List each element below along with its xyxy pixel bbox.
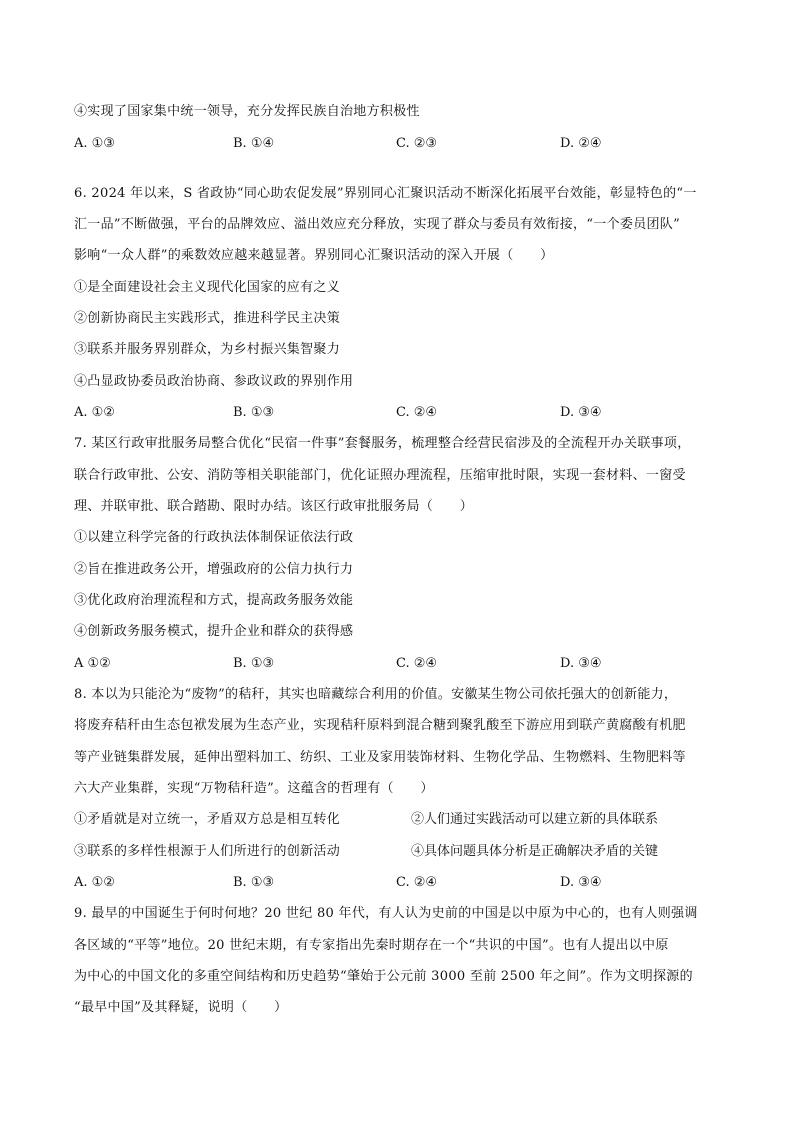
q5-option-a: A. ①③	[74, 136, 115, 151]
q7-item-1: ①以建立科学完备的行政执法体制保证依法行政	[74, 530, 354, 545]
q7-item-2: ②旨在推进政务公开，增强政府的公信力执行力	[74, 562, 354, 577]
q7-stem-line-3: 理、并联审批、联合踏勘、限时办结。该区行政审批服务局（ ）	[74, 499, 474, 514]
q7-option-a: A ①②	[74, 656, 111, 671]
q8-option-c: C. ②④	[396, 875, 438, 890]
q6-option-d: D. ③④	[560, 405, 602, 420]
q8-item-4: ④具体问题具体分析是正确解决矛盾的关键	[411, 844, 659, 859]
q7-item-4: ④创新政务服务模式，提升企业和群众的获得感	[74, 624, 354, 639]
q5-item-4: ④实现了国家集中统一领导，充分发挥民族自治地方积极性	[74, 104, 420, 119]
q8-item-2: ②人们通过实践活动可以建立新的具体联系	[411, 812, 659, 827]
q8-option-b: B. ①③	[233, 875, 275, 890]
q8-stem-line-3: 等产业链集群发展，延伸出塑料加工、纺织、工业及家用装饰材料、生物化学品、生物燃料、生物肥料等	[74, 750, 686, 765]
q7-option-d: D. ③④	[560, 656, 602, 671]
q5-option-b: B. ①④	[233, 136, 275, 151]
q6-option-b: B. ①③	[233, 405, 275, 420]
q8-option-a: A. ①②	[74, 875, 115, 890]
q6-option-a: A. ①②	[74, 405, 115, 420]
q9-stem-line-4: “最早中国”及其释疑，说明（ ）	[74, 1000, 288, 1015]
q6-item-2: ②创新协商民主实践形式，推进科学民主决策	[74, 311, 341, 326]
q5-option-d: D. ②④	[560, 136, 602, 151]
q7-option-c: C. ②④	[396, 656, 438, 671]
q6-item-4: ④凸显政协委员政治协商、参政议政的界别作用	[74, 374, 354, 389]
q8-item-1: ①矛盾就是对立统一，矛盾双方总是相互转化	[74, 812, 341, 827]
q8-stem-line-4: 六大产业集群，实现“万物秸秆造”。这蕴含的哲理有（ ）	[74, 781, 434, 796]
q6-option-c: C. ②④	[396, 405, 438, 420]
q6-stem-line-1: 6. 2024 年以来，S 省政协“同心助农促发展”界别同心汇聚识活动不断深化拓展平台效能，彰显特色的“一	[74, 186, 697, 201]
q8-option-d: D. ③④	[560, 875, 602, 890]
q7-item-3: ③优化政府治理流程和方式，提高政务服务效能	[74, 593, 354, 608]
q6-item-1: ①是全面建设社会主义现代化国家的应有之义	[74, 280, 341, 295]
q9-stem-line-3: 为中心的中国文化的多重空间结构和历史趋势“肇始于公元前 3000 至前 2500 年之间”。作为文明探源的	[74, 969, 693, 984]
q9-stem-line-2: 各区域的“平等”地位。20 世纪末期，有专家指出先秦时期存在一个“共识的中国”。也有人提出以中原	[74, 938, 669, 953]
q8-stem-line-1: 8. 本以为只能沦为“废物”的秸秆，其实也暗藏综合利用的价值。安徽某生物公司依托强大的创新能力，	[74, 687, 678, 702]
q8-item-3: ③联系的多样性根源于人们所进行的创新活动	[74, 844, 341, 859]
q6-stem-line-2: 汇一品”不断做强，平台的品牌效应、溢出效应充分释放，实现了群众与委员有效衔接，“一个委员团队”	[74, 217, 681, 232]
q5-option-c: C. ②③	[396, 136, 438, 151]
q7-option-b: B. ①③	[233, 656, 275, 671]
q8-stem-line-2: 将废弃秸秆由生态包袱发展为生态产业，实现秸秆原料到混合糖到聚乳酸至下游应用到联产黄腐酸有机肥	[74, 718, 686, 733]
q6-item-3: ③联系并服务界别群众，为乡村振兴集智聚力	[74, 342, 341, 357]
q9-stem-line-1: 9. 最早的中国诞生于何时何地？20 世纪 80 年代，有人认为史前的中国是以中原为中心的，也有人则强调	[74, 906, 698, 921]
q7-stem-line-2: 联合行政审批、公安、消防等相关职能部门，优化证照办理流程，压缩审批时限，实现一套材料、一窗受	[74, 468, 686, 483]
q7-stem-line-1: 7. 某区行政审批服务局整合优化“民宿一件事”套餐服务，梳理整合经营民宿涉及的全流程开办关联事项，	[74, 436, 691, 451]
q6-stem-line-3: 影响“一众人群”的乘数效应越来越显著。界别同心汇聚识活动的深入开展（ ）	[74, 248, 554, 263]
